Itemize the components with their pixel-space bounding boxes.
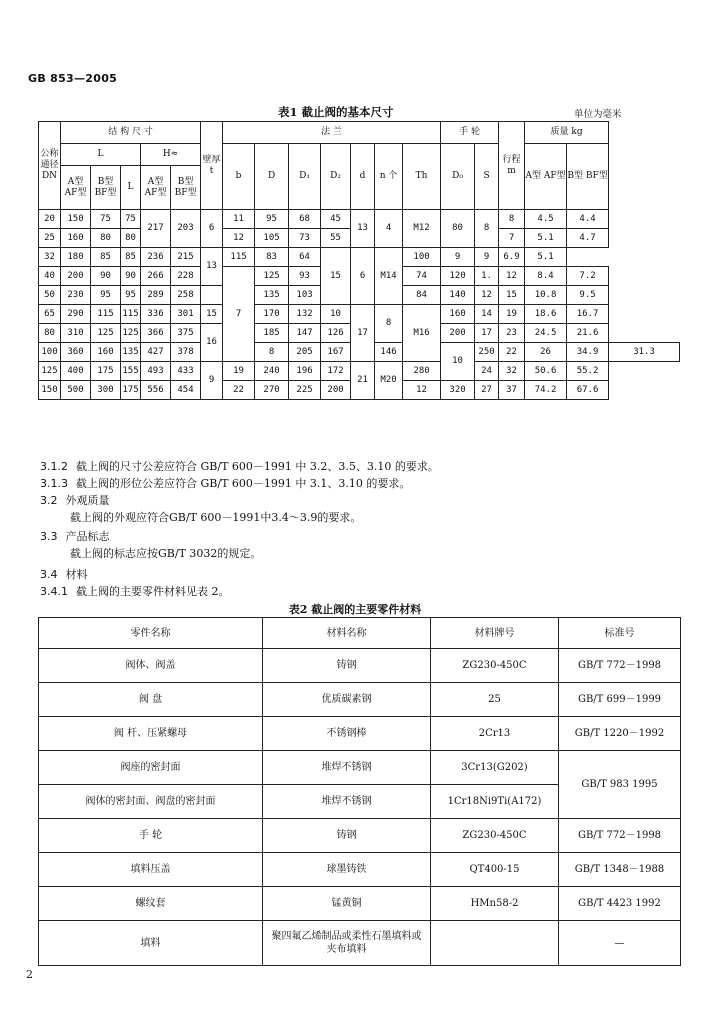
table-row: 50 xyxy=(39,286,61,305)
table2-caption: 表2 截止阀的主要零件材料 xyxy=(288,603,422,616)
table-row: 150 xyxy=(39,381,61,400)
clause-line: 截上阀的外观应符合GB/T 600－1991中3.4～3.9的要求。 xyxy=(70,511,362,524)
table1-caption: 表1 截止阀的基本尺寸 xyxy=(278,105,394,119)
col-b: b xyxy=(223,144,255,210)
table1-unit: 单位为毫米 xyxy=(574,109,622,120)
col-weight-a: A型 AF型 xyxy=(525,144,567,210)
col-L-l: L xyxy=(121,166,141,210)
clause-line: 3.1.3 截上阀的形位公差应符合 GB/T 600－1991 中 3.1、3.10 的要求。 xyxy=(40,477,411,490)
table-row: 阀座的密封面 xyxy=(39,751,263,785)
col-travel: 行程 m xyxy=(499,122,525,210)
group-weight: 质量 kg xyxy=(525,122,609,144)
col-part-name: 零件名称 xyxy=(39,618,263,649)
col-material-name: 材料名称 xyxy=(263,618,431,649)
col-H-a: A型 AF型 xyxy=(141,166,171,210)
table-row: 螺纹套 xyxy=(39,887,263,921)
col-wall: 壁厚t xyxy=(201,122,223,210)
col-D: D xyxy=(255,144,289,210)
table-row: 25 xyxy=(39,229,61,248)
col-standard: 标准号 xyxy=(559,618,681,649)
clause-line: 3.1.2 截上阀的尺寸公差应符合 GB/T 600－1991 中 3.2、3.5、3.10 的要求。 xyxy=(40,460,439,473)
dimension-table: 公称通径DN 结 构 尺 寸 壁厚t 法 兰 手 轮 行程 m 质量 kg L H≈ b D D₁ D₂ d n 个 Th D₀ S A型 AF型 B型 BF型 A型 AF型 B型 BF型 L A型 AF型 B型 BF型 20 150 75 75 217 203 6 11 95 68 45 13 4 M12 80 8 8 4.5 4.4 25 160 80 80 12 105 73 55 7 5.1 4.7 32 180 85 85 236 215 13 115 83 64 15 6 M14 100 9 9 6.9 5.1 40 200 90 90 266 228 7 125 93 74 120 1. 12 8.4 7.2 50 230 95 95 289 258 135 103 84 140 12 15 10.8 9.5 65 290 115 115 336 301 15 170 132 10 17 8 M16 160 14 19 18.6 16.7 80 310 125 125 366 375 16 185 147 126 200 17 23 24.5 21.6 100 360 160 135 427 378 8 205 167 146 10 250 22 26 34.9 31.3 125 400 175 155 493 433 9 19 240 196 172 21 M20 280 24 32 50.6 55.2 150 500 300 175 556 454 22 270 225 200 12 320 27 37 74.2 67.6 xyxy=(38,121,680,400)
table-row: 65 xyxy=(39,305,61,324)
col-weight-b: B型 BF型 xyxy=(567,144,609,210)
col-H: H≈ xyxy=(141,144,201,166)
group-flange: 法 兰 xyxy=(223,122,441,144)
clause-line: 3.3 产品标志 xyxy=(40,530,110,543)
col-H-b: B型 BF型 xyxy=(171,166,201,210)
col-L-a: A型 AF型 xyxy=(61,166,91,210)
page-number: 2 xyxy=(26,968,33,981)
standard-number: GB 853—2005 xyxy=(28,72,118,85)
col-th: Th xyxy=(403,144,441,210)
clause-line: 3.4 材料 xyxy=(40,568,88,581)
table-row: 阀体的密封面、阀盘的密封面 xyxy=(39,785,263,819)
col-d: d xyxy=(351,144,375,210)
col-material-grade: 材料牌号 xyxy=(431,618,559,649)
clause-line: 3.2 外观质量 xyxy=(40,494,110,507)
col-s: S xyxy=(475,144,499,210)
table-row: 阀 盘 xyxy=(39,683,263,717)
group-handwheel: 手 轮 xyxy=(441,122,499,144)
table-row: 阀体、阀盖 xyxy=(39,649,263,683)
table-row: 填料压盖 xyxy=(39,853,263,887)
table-row: 手 轮 xyxy=(39,819,263,853)
clause-line: 截上阀的标志应按GB/T 3032的规定。 xyxy=(70,547,262,560)
col-D2: D₂ xyxy=(321,144,351,210)
table-row: 20 xyxy=(39,210,61,229)
table-row: 125 xyxy=(39,362,61,381)
col-L: L xyxy=(61,144,141,166)
group-structure: 结 构 尺 寸 xyxy=(61,122,201,144)
col-L-b: B型 BF型 xyxy=(91,166,121,210)
col-D0: D₀ xyxy=(441,144,475,210)
table-row: 80 xyxy=(39,324,61,343)
table-row: 40 xyxy=(39,267,61,286)
table-row: 32 xyxy=(39,248,61,267)
col-D1: D₁ xyxy=(289,144,321,210)
table-row: 100 xyxy=(39,343,61,362)
col-n: n 个 xyxy=(375,144,403,210)
clause-line: 3.4.1 截上阀的主要零件材料见表 2。 xyxy=(40,585,230,598)
col-dn: 公称通径DN xyxy=(39,122,61,210)
materials-table: 零件名称 材料名称 材料牌号 标准号 阀体、阀盖 铸钢 ZG230-450C GB/T 772－1998 阀 盘 优质碳素钢 25 GB/T 699－1999 阀 杆、压紧螺母 不锈钢棒 2Cr13 GB/T 1220－1992 阀座的密封面 堆焊不锈钢 3Cr13(G202) GB/T 983 1995 阀体的密封面、阀盘的密封面 堆焊不锈钢 1Cr18Ni9Ti(A172) 手 轮 铸钢 ZG230-450C GB/T 772－1998 填料压盖 球墨铸铁 QT400-15 GB/T 1348－1988 螺纹套 锰黄铜 HMn58-2 GB/T 4423 1992 填料 聚四氟乙烯制品或柔性石墨填料或夹布填料 — xyxy=(38,617,681,966)
table-row: 阀 杆、压紧螺母 xyxy=(39,717,263,751)
table-row: 填料 xyxy=(39,921,263,966)
